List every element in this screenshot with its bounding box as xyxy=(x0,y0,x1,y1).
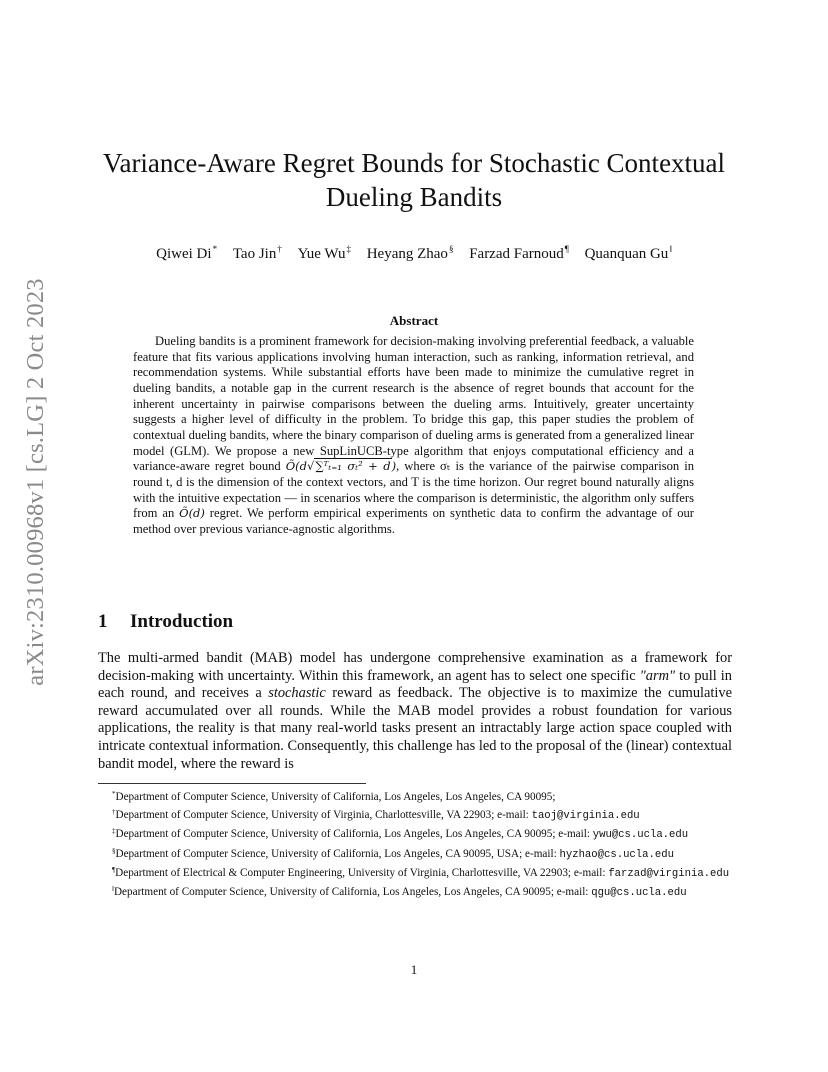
footnotes xyxy=(98,787,732,901)
page-number: 1 xyxy=(410,962,418,977)
footnote-mark: ¶ xyxy=(112,865,116,874)
author-footnote-mark: † xyxy=(277,244,282,254)
author-footnote-mark: ‖ xyxy=(669,244,672,254)
footnote-mark: † xyxy=(112,808,116,817)
author: Farzad Farnoud¶ xyxy=(469,244,569,262)
footnote-email: taoj@virginia.edu xyxy=(531,810,640,823)
stochastic-term: stochastic xyxy=(268,685,326,702)
abstract-body xyxy=(133,334,694,538)
regret-bound-formula: Õ(d√∑ᵀₜ₌₁ σₜ² + d) xyxy=(285,459,397,474)
footnote: †Department of Computer Science, University of Virginia, Charlottesville, VA 22903; e-mail: taoj@virginia.edu xyxy=(112,808,640,823)
footnote-email: ywu@cs.ucla.edu xyxy=(592,829,689,842)
author: Qiwei Di* xyxy=(156,244,218,262)
author: Heyang Zhao§ xyxy=(366,244,454,262)
footnote: *Department of Computer Science, University of California, Los Angeles, Los Angeles, CA 90095; xyxy=(112,790,556,803)
footnote-email: qgu@cs.ucla.edu xyxy=(591,887,687,900)
footnote-mark: ‖ xyxy=(112,885,114,894)
footnote-mark: * xyxy=(112,790,116,798)
title-line-1: Variance-Aware Regret Bounds for Stochastic Contextual xyxy=(102,148,726,178)
footnote: ¶Department of Electrical & Computer Engineering, University of Virginia, Charlottesville, VA 22903; e-mail: farzad@virginia.edu xyxy=(112,865,730,880)
section-number: 1 xyxy=(98,611,108,632)
footnote-email: hyzhao@cs.ucla.edu xyxy=(559,848,674,861)
author-footnote-mark: * xyxy=(212,244,218,254)
abstract-heading: Abstract xyxy=(389,313,439,328)
title-line-2: Dueling Bandits xyxy=(325,182,503,212)
author: Quanquan Gu‖ xyxy=(584,244,672,262)
author: Tao Jin† xyxy=(232,244,282,262)
abstract-paragraph: Dueling bandits is a prominent framework for decision-making involving preferential feedback, a valuable feature that fits various applications involving human interaction, such as ranking, information retrieval, and recommendation systems. While substantial efforts have been made to minimize the cumulative regret in dueling bandits, a notable gap in the current research is the absence of regret bounds that account for the inherent uncertainty in pairwise comparisons between the dueling arms. Intuitively, greater uncertainty suggests a higher level of difficulty in the problem. To bridge this gap, this paper studies the problem of contextual dueling bandits, where the binary comparison of dueling arms is generated from a generalized linear model (GLM). We propose a new SupLinUCB-type algorithm that enjoys computational efficiency and a variance-aware regret bound Õ(d√∑ᵀₜ₌₁ σₜ² + d), where σₜ is the variance of the pairwise comparison in round t, d is the dimension of the context vectors, and T is the time horizon. Our regret bound naturally aligns with the intuitive expectation — in scenarios where the comparison is deterministic, the algorithm only suffers from an Õ(d) regret. We perform empirical experiments on synthetic data to confirm the advantage of our method over previous variance-agnostic algorithms. xyxy=(133,334,695,536)
arm-term: "arm" xyxy=(639,667,676,684)
footnote: ‡Department of Computer Science, University of California, Los Angeles, Los Angeles, CA 90095; e-mail: ywu@cs.ucla.edu xyxy=(112,827,689,842)
author: Yue Wu‡ xyxy=(297,244,351,262)
footnote: §Department of Computer Science, University of California, Los Angeles, CA 90095, USA; e-mail: hyzhao@cs.ucla.edu xyxy=(112,846,674,861)
author-footnote-mark: ‡ xyxy=(346,244,351,254)
introduction-body xyxy=(98,650,732,773)
footnote-divider xyxy=(98,783,366,784)
author-footnote-mark: ¶ xyxy=(564,244,569,254)
footnote-mark: ‡ xyxy=(112,827,116,836)
deterministic-regret-formula: Õ(d) xyxy=(179,506,205,521)
introduction-paragraph: The multi-armed bandit (MAB) model has undergone comprehensive examination as a framework for decision-making with uncertainty. Within this framework, an agent has to select one specific "arm" to pull in each round, and receives a stochastic reward as feedback. The objective is to maximize the cumulative reward accumulated over all rounds. While the MAB model provides a robust foundation for various applications, the reality is that many real-world tasks present an intractably large action space coupled with intricate contextual information. Consequently, this challenge has led to the proposal of the (linear) contextual bandit model, where the reward is xyxy=(98,650,732,772)
section-heading-introduction xyxy=(98,611,233,633)
section-title-text: Introduction xyxy=(130,611,234,632)
footnote-email: farzad@virginia.edu xyxy=(608,867,730,880)
author-footnote-mark: § xyxy=(448,244,454,254)
arxiv-stamp-text: arXiv:2310.00968v1 [cs.LG] 2 Oct 2023 xyxy=(22,278,49,686)
footnote: ‖Department of Computer Science, University of California, Los Angeles, Los Angeles, CA 90095; e-mail: qgu@cs.ucla.edu xyxy=(112,885,687,900)
author-list xyxy=(60,244,768,263)
paper-title xyxy=(60,146,768,214)
footnote-mark: § xyxy=(112,846,116,855)
